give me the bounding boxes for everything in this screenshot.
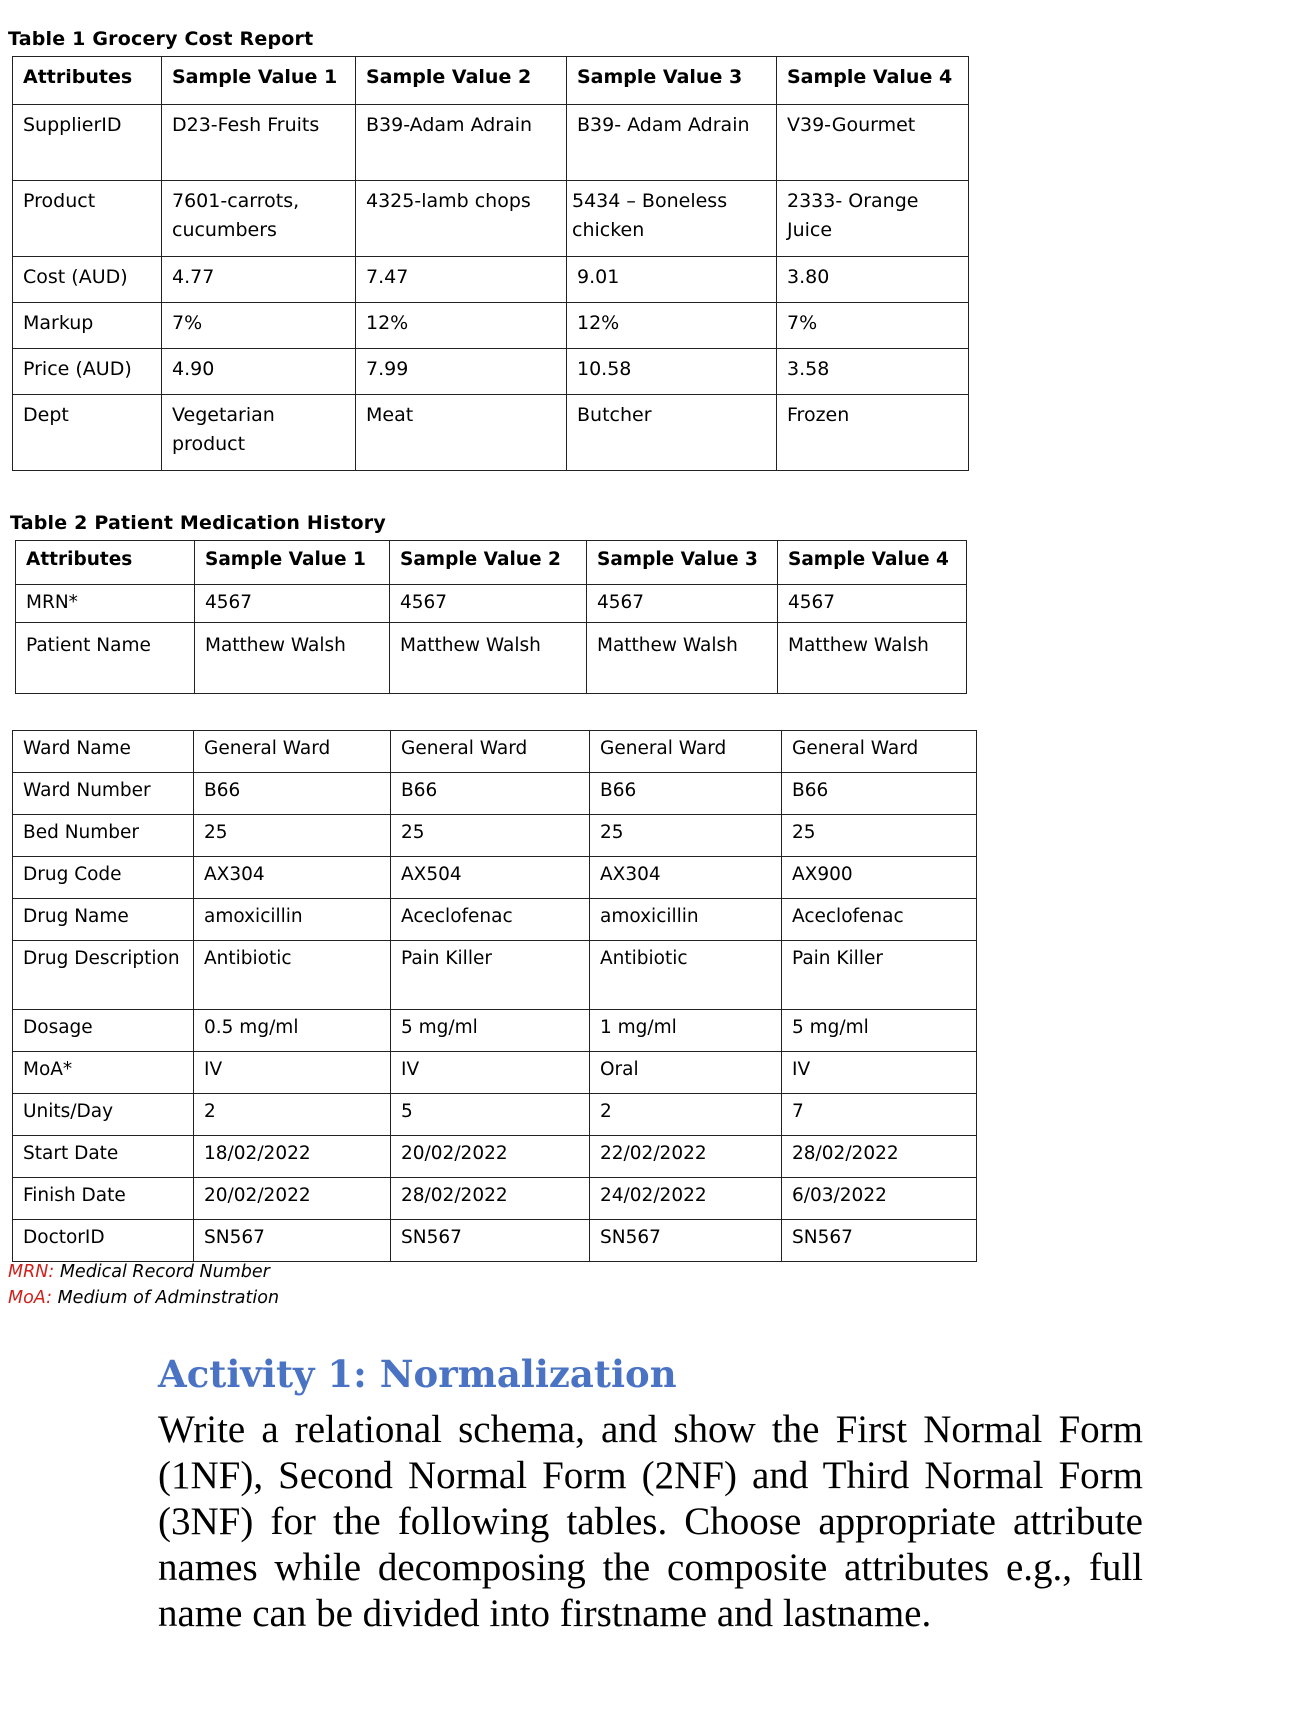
footnote-text: Medium of Adminstration — [57, 1288, 280, 1308]
activity-title: Activity 1: Normalization — [158, 1352, 677, 1396]
value-cell: General Ward — [590, 731, 782, 773]
value-cell: 5434 – Boneless chicken — [567, 181, 777, 257]
attribute-cell: Price (AUD) — [13, 349, 162, 395]
attribute-cell: Dept — [13, 395, 162, 471]
table-row — [13, 181, 969, 257]
value-cell: AX304 — [590, 857, 782, 899]
value-cell: General Ward — [782, 731, 977, 773]
attribute-cell: Drug Name — [13, 899, 194, 941]
table-row — [13, 1136, 977, 1178]
table-row — [13, 1220, 977, 1262]
attribute-cell: Cost (AUD) — [13, 257, 162, 303]
value-cell: IV — [194, 1052, 391, 1094]
attribute-cell: Patient Name — [16, 623, 195, 694]
activity-instructions: Write a relational schema, and show the First Normal Form (1NF), Second Normal Form (2NF) and Third Normal Form (3NF) for the following tables. Choose appropriate attribute names while decomposing the composite attributes e.g., full name can be divided into firstname and lastname. — [158, 1408, 1143, 1635]
grocery-cost-table — [12, 56, 969, 471]
value-cell: 28/02/2022 — [391, 1178, 590, 1220]
header-cell: Sample Value 1 — [195, 541, 390, 585]
table-row — [16, 585, 967, 623]
attribute-cell: Drug Description — [13, 941, 194, 1010]
value-cell: AX304 — [194, 857, 391, 899]
value-cell: 28/02/2022 — [782, 1136, 977, 1178]
value-cell: 4567 — [390, 585, 587, 623]
header-cell: Sample Value 1 — [162, 57, 356, 105]
value-cell: 4567 — [587, 585, 778, 623]
value-cell: 2333- Orange Juice — [777, 181, 969, 257]
table-row — [16, 623, 967, 694]
attribute-cell: Drug Code — [13, 857, 194, 899]
value-cell: SN567 — [782, 1220, 977, 1262]
value-cell: Vegetarian product — [162, 395, 356, 471]
value-cell: Frozen — [777, 395, 969, 471]
table-row — [13, 857, 977, 899]
value-cell: 5 — [391, 1094, 590, 1136]
footnote-text: Medical Record Number — [59, 1262, 270, 1282]
value-cell: Meat — [356, 395, 567, 471]
table-row — [13, 1010, 977, 1052]
table1-caption: Table 1 Grocery Cost Report — [8, 28, 314, 50]
value-cell: 4.90 — [162, 349, 356, 395]
header-cell: Sample Value 2 — [390, 541, 587, 585]
value-cell: 3.80 — [777, 257, 969, 303]
value-cell: 4.77 — [162, 257, 356, 303]
attribute-cell: Ward Number — [13, 773, 194, 815]
header-cell: Sample Value 3 — [587, 541, 778, 585]
table-row — [13, 899, 977, 941]
table-row — [13, 349, 969, 395]
table-row — [13, 731, 977, 773]
value-cell: General Ward — [194, 731, 391, 773]
value-cell: 25 — [391, 815, 590, 857]
value-cell: SN567 — [391, 1220, 590, 1262]
value-cell: 2 — [194, 1094, 391, 1136]
value-cell: 12% — [356, 303, 567, 349]
value-cell: SN567 — [194, 1220, 391, 1262]
footnote-abbr: MoA: — [8, 1288, 52, 1308]
value-cell: 7.99 — [356, 349, 567, 395]
value-cell: 25 — [590, 815, 782, 857]
attribute-cell: SupplierID — [13, 105, 162, 181]
value-cell: 6/03/2022 — [782, 1178, 977, 1220]
table-row — [13, 303, 969, 349]
patient-medication-table-bottom — [12, 730, 977, 1262]
value-cell: Pain Killer — [782, 941, 977, 1010]
value-cell: 25 — [194, 815, 391, 857]
attribute-cell: Product — [13, 181, 162, 257]
value-cell: B39- Adam Adrain — [567, 105, 777, 181]
value-cell: 1 mg/ml — [590, 1010, 782, 1052]
attribute-cell: Start Date — [13, 1136, 194, 1178]
value-cell: 4567 — [195, 585, 390, 623]
attribute-cell: Finish Date — [13, 1178, 194, 1220]
value-cell: Matthew Walsh — [195, 623, 390, 694]
value-cell: 3.58 — [777, 349, 969, 395]
header-cell: Attributes — [13, 57, 162, 105]
value-cell: amoxicillin — [194, 899, 391, 941]
value-cell: General Ward — [391, 731, 590, 773]
value-cell: 12% — [567, 303, 777, 349]
value-cell: 7 — [782, 1094, 977, 1136]
value-cell: 2 — [590, 1094, 782, 1136]
attribute-cell: Ward Name — [13, 731, 194, 773]
value-cell: 4325-lamb chops — [356, 181, 567, 257]
value-cell: 24/02/2022 — [590, 1178, 782, 1220]
value-cell: Aceclofenac — [782, 899, 977, 941]
patient-medication-table-top — [15, 540, 967, 694]
table-row — [13, 1094, 977, 1136]
value-cell: 20/02/2022 — [194, 1178, 391, 1220]
table-row — [13, 815, 977, 857]
table-row — [13, 257, 969, 303]
header-cell: Attributes — [16, 541, 195, 585]
table-row — [13, 395, 969, 471]
value-cell: Antibiotic — [194, 941, 391, 1010]
table-row — [13, 941, 977, 1010]
value-cell: 10.58 — [567, 349, 777, 395]
attribute-cell: Bed Number — [13, 815, 194, 857]
value-cell: 7601-carrots, cucumbers — [162, 181, 356, 257]
table-header-row — [16, 541, 967, 585]
value-cell: B66 — [194, 773, 391, 815]
value-cell: 5 mg/ml — [391, 1010, 590, 1052]
value-cell: IV — [391, 1052, 590, 1094]
table-header-row — [13, 57, 969, 105]
value-cell: amoxicillin — [590, 899, 782, 941]
value-cell: 4567 — [778, 585, 967, 623]
value-cell: 20/02/2022 — [391, 1136, 590, 1178]
value-cell: 7% — [777, 303, 969, 349]
table-row — [13, 105, 969, 181]
footnote-abbr: MRN: — [8, 1262, 55, 1282]
value-cell: 7% — [162, 303, 356, 349]
header-cell: Sample Value 4 — [778, 541, 967, 585]
attribute-cell: Units/Day — [13, 1094, 194, 1136]
footnote-moa — [8, 1288, 279, 1308]
value-cell: 18/02/2022 — [194, 1136, 391, 1178]
value-cell: Pain Killer — [391, 941, 590, 1010]
header-cell: Sample Value 4 — [777, 57, 969, 105]
table-row — [13, 773, 977, 815]
header-cell: Sample Value 3 — [567, 57, 777, 105]
attribute-cell: MoA* — [13, 1052, 194, 1094]
attribute-cell: Dosage — [13, 1010, 194, 1052]
value-cell: Matthew Walsh — [778, 623, 967, 694]
value-cell: Antibiotic — [590, 941, 782, 1010]
value-cell: V39-Gourmet — [777, 105, 969, 181]
value-cell: B39-Adam Adrain — [356, 105, 567, 181]
value-cell: B66 — [590, 773, 782, 815]
value-cell: 5 mg/ml — [782, 1010, 977, 1052]
value-cell: Butcher — [567, 395, 777, 471]
value-cell: Oral — [590, 1052, 782, 1094]
table2-caption: Table 2 Patient Medication History — [10, 512, 386, 534]
table-row — [13, 1178, 977, 1220]
value-cell: AX504 — [391, 857, 590, 899]
value-cell: IV — [782, 1052, 977, 1094]
footnote-mrn — [8, 1262, 270, 1282]
value-cell: 9.01 — [567, 257, 777, 303]
value-cell: B66 — [391, 773, 590, 815]
value-cell: D23-Fesh Fruits — [162, 105, 356, 181]
attribute-cell: MRN* — [16, 585, 195, 623]
value-cell: 7.47 — [356, 257, 567, 303]
attribute-cell: Markup — [13, 303, 162, 349]
value-cell: 0.5 mg/ml — [194, 1010, 391, 1052]
table-row — [13, 1052, 977, 1094]
value-cell: AX900 — [782, 857, 977, 899]
value-cell: Matthew Walsh — [587, 623, 778, 694]
value-cell: Matthew Walsh — [390, 623, 587, 694]
value-cell: B66 — [782, 773, 977, 815]
value-cell: Aceclofenac — [391, 899, 590, 941]
attribute-cell: DoctorID — [13, 1220, 194, 1262]
header-cell: Sample Value 2 — [356, 57, 567, 105]
value-cell: 22/02/2022 — [590, 1136, 782, 1178]
value-cell: SN567 — [590, 1220, 782, 1262]
value-cell: 25 — [782, 815, 977, 857]
